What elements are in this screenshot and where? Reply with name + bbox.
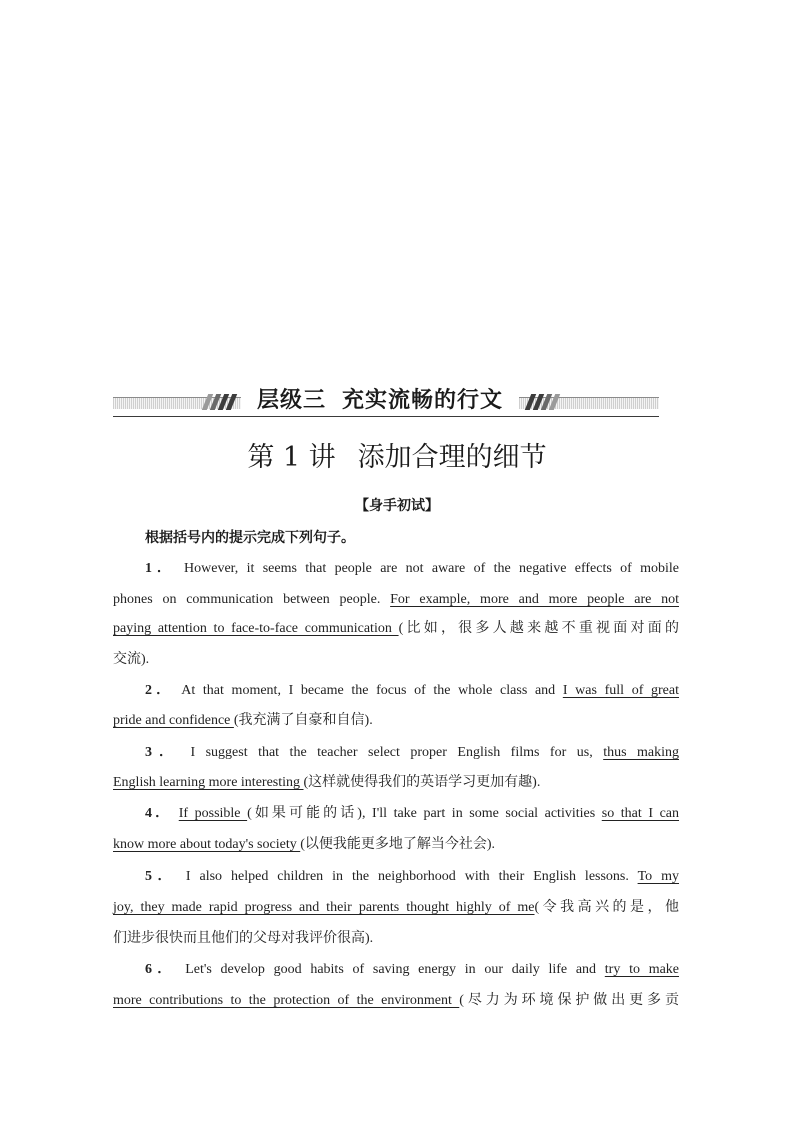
answer-blank: pride and confidence <box>113 713 234 728</box>
item-1-number: 1． <box>145 561 176 576</box>
answer-blank: thus making <box>603 745 680 760</box>
item-1-line-3: paying attention to face-to-face communication (比如，很多人越来越不重视面对面的 <box>113 621 680 636</box>
answer-blank: To my <box>637 869 680 884</box>
banner-rule <box>113 416 659 417</box>
item-3-number: 3． <box>145 745 180 760</box>
item-2-number: 2． <box>145 683 175 698</box>
item-5-line-2: joy, they made rapid progress and their parents thought highly of me(令我高兴的是，他 <box>113 900 679 915</box>
instruction-text: 根据括号内的提示完成下列句子。 <box>145 530 355 546</box>
answer-blank: If possible <box>178 806 248 821</box>
banner-slash-decoration-right <box>528 394 557 410</box>
banner-slash-decoration-left <box>205 394 234 410</box>
item-6-number: 6． <box>145 962 177 977</box>
answer-blank: know more about today's society <box>113 837 301 852</box>
section-banner <box>113 386 659 420</box>
item-6-line-2: more contributions to the protection of the environment (尽力为环境保护做出更多贡 <box>113 993 679 1008</box>
lecture-title: 添加合理的细节 <box>357 442 547 473</box>
lecture-heading <box>0 440 794 476</box>
answer-blank: so that I can <box>601 806 680 821</box>
item-4-line-1: 4． If possible (如果可能的话), I'll take part in some social activities so that I can <box>145 806 680 821</box>
item-5-line-1: 5． I also helped children in the neighborhood with their English lessons. To my <box>145 869 680 884</box>
item-1-line-2: phones on communication between people. For example, more and more people are not <box>113 592 679 607</box>
lecture-number: 第 1 讲 <box>247 442 336 473</box>
item-2-line-2: pride and confidence (我充满了自豪和自信). <box>113 713 373 728</box>
item-5-line-3: 们进步很快而且他们的父母对我评价很高). <box>113 931 374 946</box>
answer-blank: joy, they made rapid progress and their parents thought highly of me <box>113 900 535 915</box>
item-6-line-1: 6． Let's develop good habits of saving energy in our daily life and try to make <box>145 962 680 977</box>
item-3-line-1: 3． I suggest that the teacher select proper English films for us, thus making <box>145 745 680 760</box>
item-1-line-4: 交流). <box>113 652 150 667</box>
section-name: 充实流畅的行文 <box>342 388 504 413</box>
answer-blank: For example, more and more people are not <box>390 592 679 607</box>
answer-blank: try to make <box>604 962 680 977</box>
item-5-number: 5． <box>145 869 177 884</box>
item-3-line-2: English learning more interesting (这样就使得我们的英语学习更加有趣). <box>113 775 541 790</box>
item-4-line-2: know more about today's society (以便我能更多地了解当今社会). <box>113 837 496 852</box>
subsection-title: 【身手初试】 <box>355 498 439 514</box>
answer-blank: more contributions to the protection of the environment <box>113 993 460 1008</box>
item-1-line-1: 1． However, it seems that people are not aware of the negative effects of mobile <box>145 561 680 576</box>
section-level: 层级三 <box>256 388 326 413</box>
section-title <box>241 386 519 416</box>
item-4-number: 4． <box>145 806 173 821</box>
item-2-line-1: 2． At that moment, I became the focus of the whole class and I was full of great <box>145 683 680 698</box>
answer-blank: English learning more interesting <box>113 775 304 790</box>
answer-blank: paying attention to face-to-face communication <box>113 621 399 636</box>
answer-blank: I was full of great <box>562 683 680 698</box>
